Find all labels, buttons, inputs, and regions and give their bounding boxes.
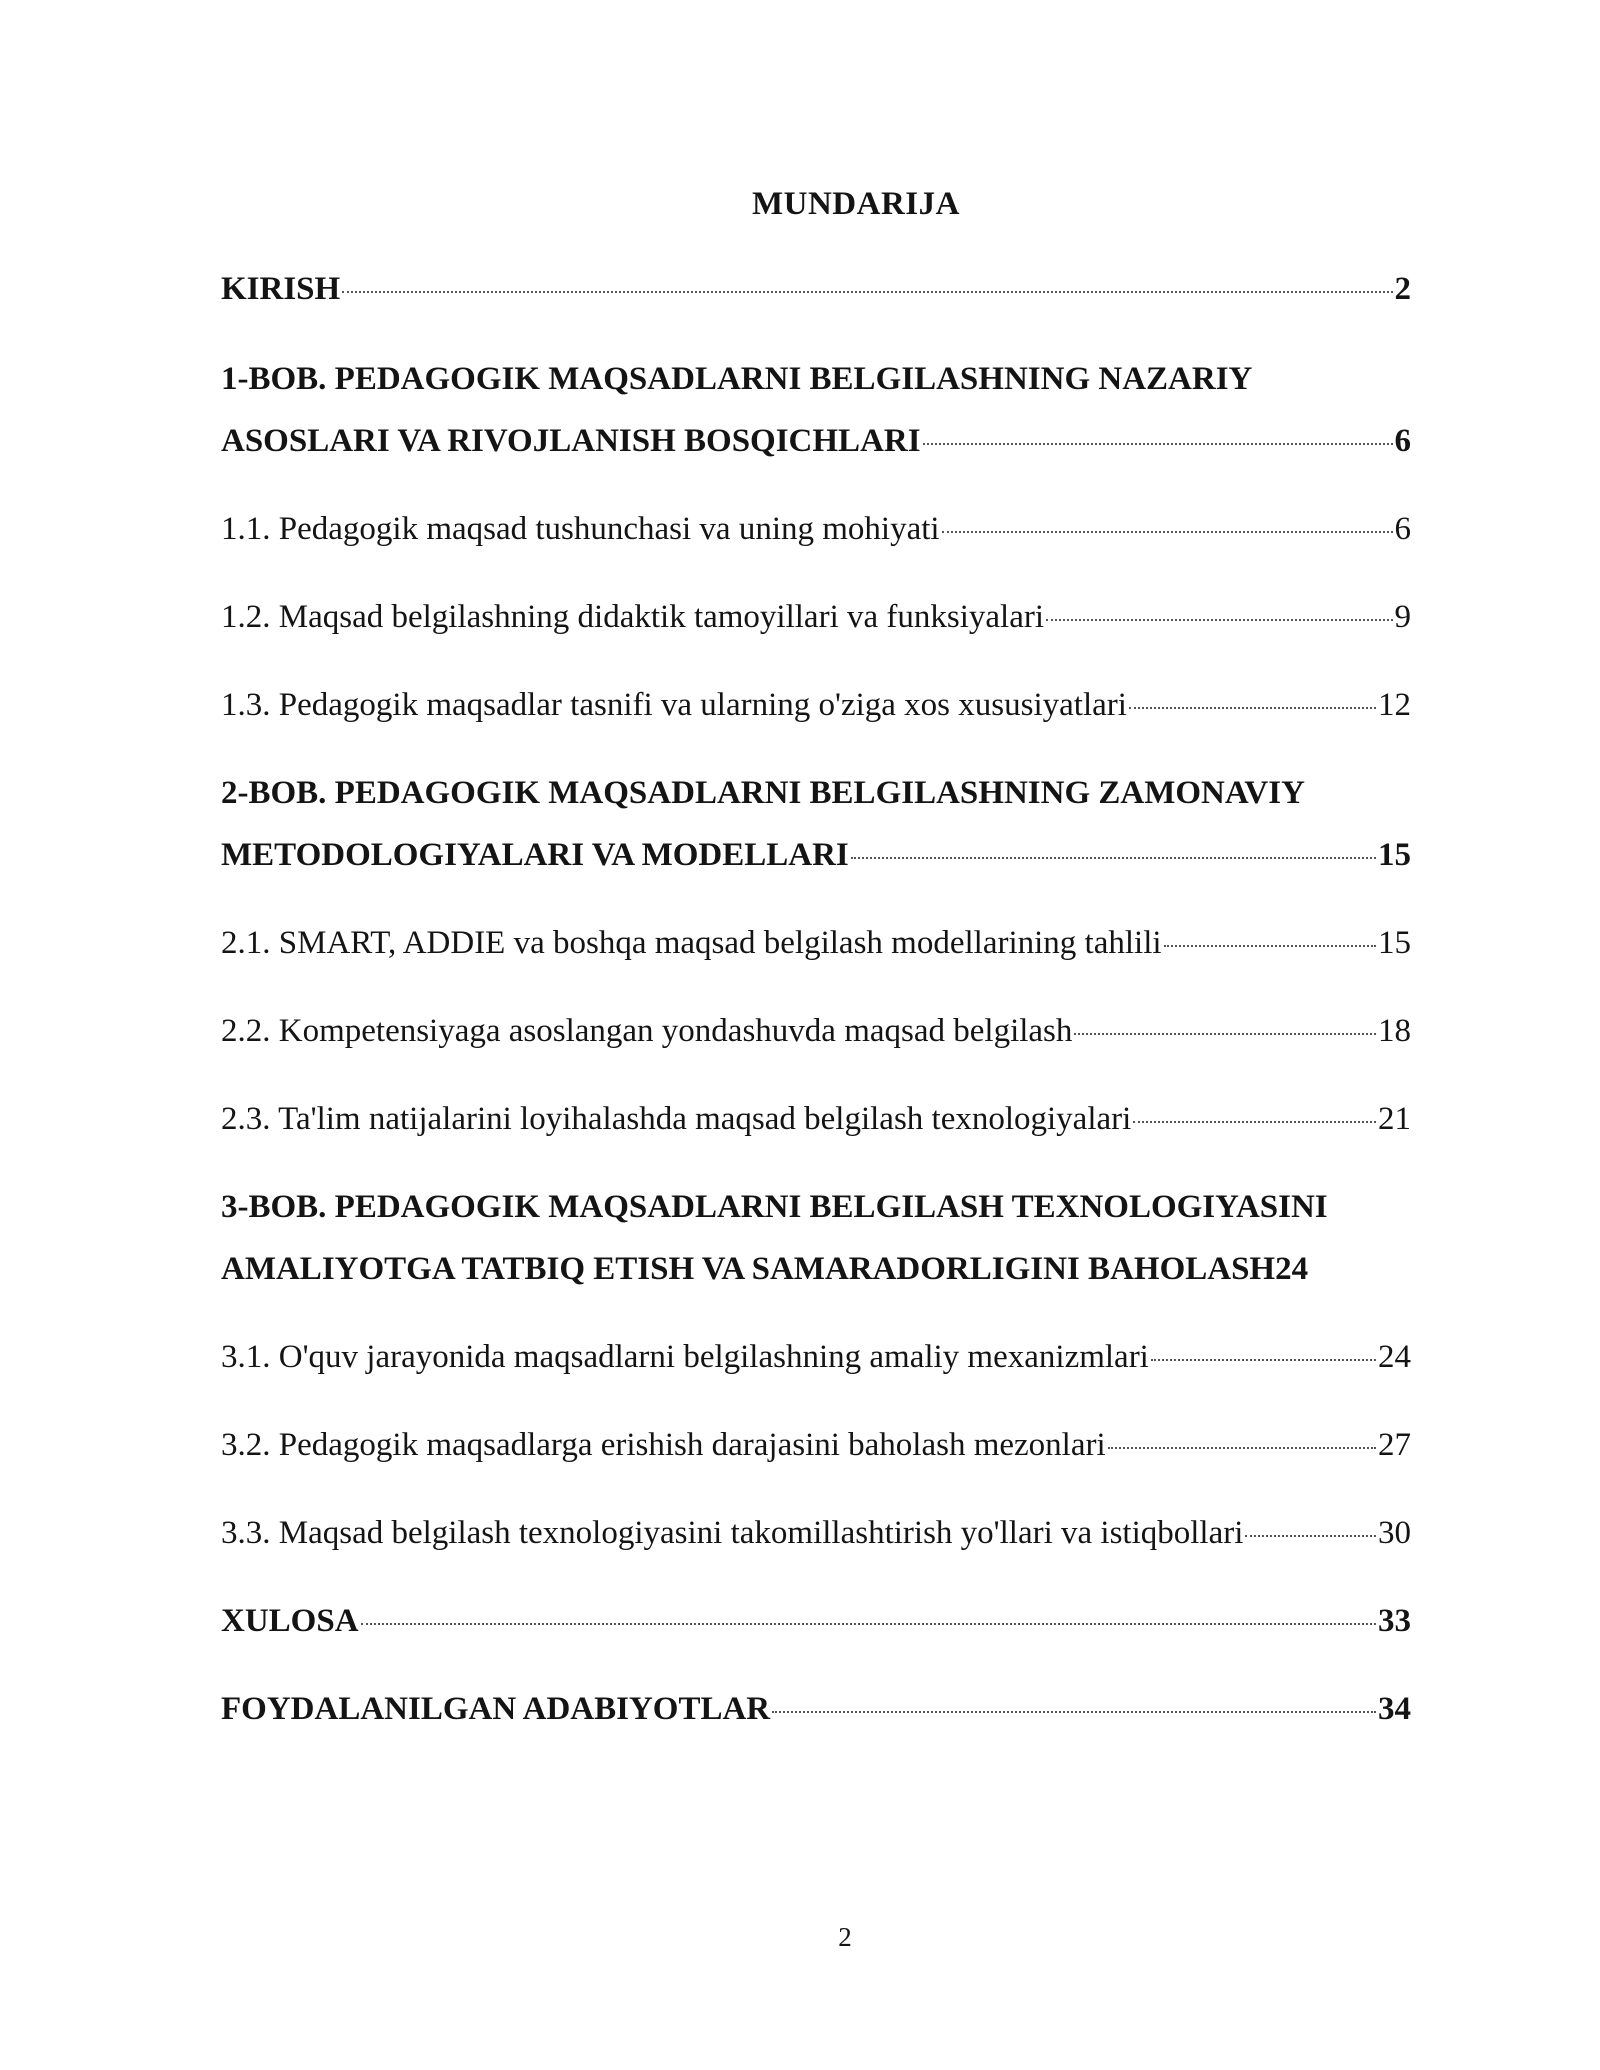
toc-entry-page: 12 — [1378, 687, 1411, 723]
toc-entry-text: AMALIYOTGA TATBIQ ETISH VA SAMARADORLIGINI BAHOLASH — [221, 1251, 1276, 1287]
toc-entry-section-3-2[interactable] — [221, 1414, 1411, 1476]
toc-entry-text: 1.2. Maqsad belgilashning didaktik tamoyillari va funksiyalari — [221, 599, 1045, 635]
dot-leader — [1074, 1033, 1376, 1035]
toc-entry-page: 24 — [1275, 1251, 1309, 1287]
toc-entry-text: 3.3. Maqsad belgilash texnologiyasini takomillashtirish yo'llari va istiqbollari — [221, 1515, 1244, 1551]
toc-entry-text: FOYDALANILGAN ADABIYOTLAR — [221, 1691, 771, 1727]
toc-entry-text: 3.1. O'quv jarayonida maqsadlarni belgilashning amaliy mexanizmlari — [221, 1339, 1149, 1375]
toc-entry-text: 2.3. Ta'lim natijalarini loyihalashda maqsad belgilash texnologiyalari — [221, 1101, 1132, 1137]
dot-leader — [1151, 1359, 1376, 1361]
toc-entry-page: 18 — [1378, 1013, 1411, 1049]
toc-entry-section-2-1[interactable] — [221, 912, 1411, 974]
dot-leader — [851, 857, 1376, 859]
dot-leader — [772, 1711, 1376, 1713]
dot-leader — [923, 443, 1393, 445]
toc-entry-adabiyotlar[interactable] — [221, 1678, 1411, 1740]
toc-entry-text: METODOLOGIYALARI VA MODELLARI — [221, 837, 849, 873]
toc-entry-text: KIRISH — [221, 271, 341, 307]
toc-entry-page: 30 — [1378, 1515, 1411, 1551]
toc-entry-text: 1.1. Pedagogik maqsad tushunchasi va uning mohiyati — [221, 511, 940, 547]
toc-entry-page: 9 — [1394, 599, 1411, 635]
toc-entry-section-2-3[interactable] — [221, 1088, 1411, 1150]
toc-entry-page: 6 — [1394, 423, 1411, 459]
toc-entry-text: 3.2. Pedagogik maqsadlarga erishish darajasini baholash mezonlari — [221, 1427, 1106, 1463]
toc-entry-chapter-2[interactable] — [221, 762, 1411, 886]
dot-leader — [1129, 707, 1376, 709]
toc-entry-page: 34 — [1378, 1691, 1411, 1727]
toc-entry-page: 15 — [1378, 837, 1411, 873]
toc-entry-page: 2 — [1394, 271, 1411, 307]
dot-leader — [1108, 1447, 1376, 1449]
toc-entry-page: 15 — [1378, 925, 1411, 961]
dot-leader — [1046, 619, 1392, 621]
toc-entry-page: 24 — [1378, 1339, 1411, 1375]
toc-entry-chapter-3[interactable] — [221, 1176, 1411, 1300]
toc-entry-section-1-1[interactable] — [221, 498, 1411, 560]
toc-entry-chapter-1[interactable] — [221, 348, 1411, 472]
table-of-contents — [221, 258, 1411, 1740]
dot-leader — [1133, 1121, 1376, 1123]
toc-entry-text: 2.2. Kompetensiyaga asoslangan yondashuvda maqsad belgilash — [221, 1013, 1073, 1049]
dot-leader — [361, 1623, 1376, 1625]
toc-entry-xulosa[interactable] — [221, 1590, 1411, 1652]
toc-entry-text: 1.3. Pedagogik maqsadlar tasnifi va ularning o'ziga xos xususiyatlari — [221, 687, 1127, 723]
toc-entry-text: 2-BOB. PEDAGOGIK MAQSADLARNI BELGILASHNING ZAMONAVIY — [221, 775, 1305, 811]
toc-entry-page: 33 — [1378, 1603, 1411, 1639]
toc-title: MUNDARIJA — [752, 186, 960, 222]
dot-leader — [342, 291, 1392, 293]
toc-entry-text: 2.1. SMART, ADDIE va boshqa maqsad belgilash modellarining tahlili — [221, 925, 1162, 961]
toc-entry-page: 27 — [1378, 1427, 1411, 1463]
toc-entry-kirish[interactable] — [221, 258, 1411, 320]
toc-entry-text: 3-BOB. PEDAGOGIK MAQSADLARNI BELGILASH TEXNOLOGIYASINI — [221, 1189, 1328, 1225]
toc-entry-text: XULOSA — [221, 1603, 359, 1639]
toc-entry-section-1-3[interactable] — [221, 674, 1411, 736]
toc-entry-section-2-2[interactable] — [221, 1000, 1411, 1062]
toc-entry-page: 21 — [1378, 1101, 1411, 1137]
page-number: 2 — [838, 1922, 852, 1952]
toc-entry-text: 1-BOB. PEDAGOGIK MAQSADLARNI BELGILASHNING NAZARIY — [221, 361, 1253, 397]
toc-entry-section-3-3[interactable] — [221, 1502, 1411, 1564]
dot-leader — [942, 531, 1393, 533]
toc-entry-text: ASOSLARI VA RIVOJLANISH BOSQICHLARI — [221, 423, 921, 459]
toc-entry-section-1-2[interactable] — [221, 586, 1411, 648]
dot-leader — [1164, 945, 1376, 947]
dot-leader — [1245, 1535, 1376, 1537]
toc-entry-page: 6 — [1394, 511, 1411, 547]
toc-entry-section-3-1[interactable] — [221, 1326, 1411, 1388]
